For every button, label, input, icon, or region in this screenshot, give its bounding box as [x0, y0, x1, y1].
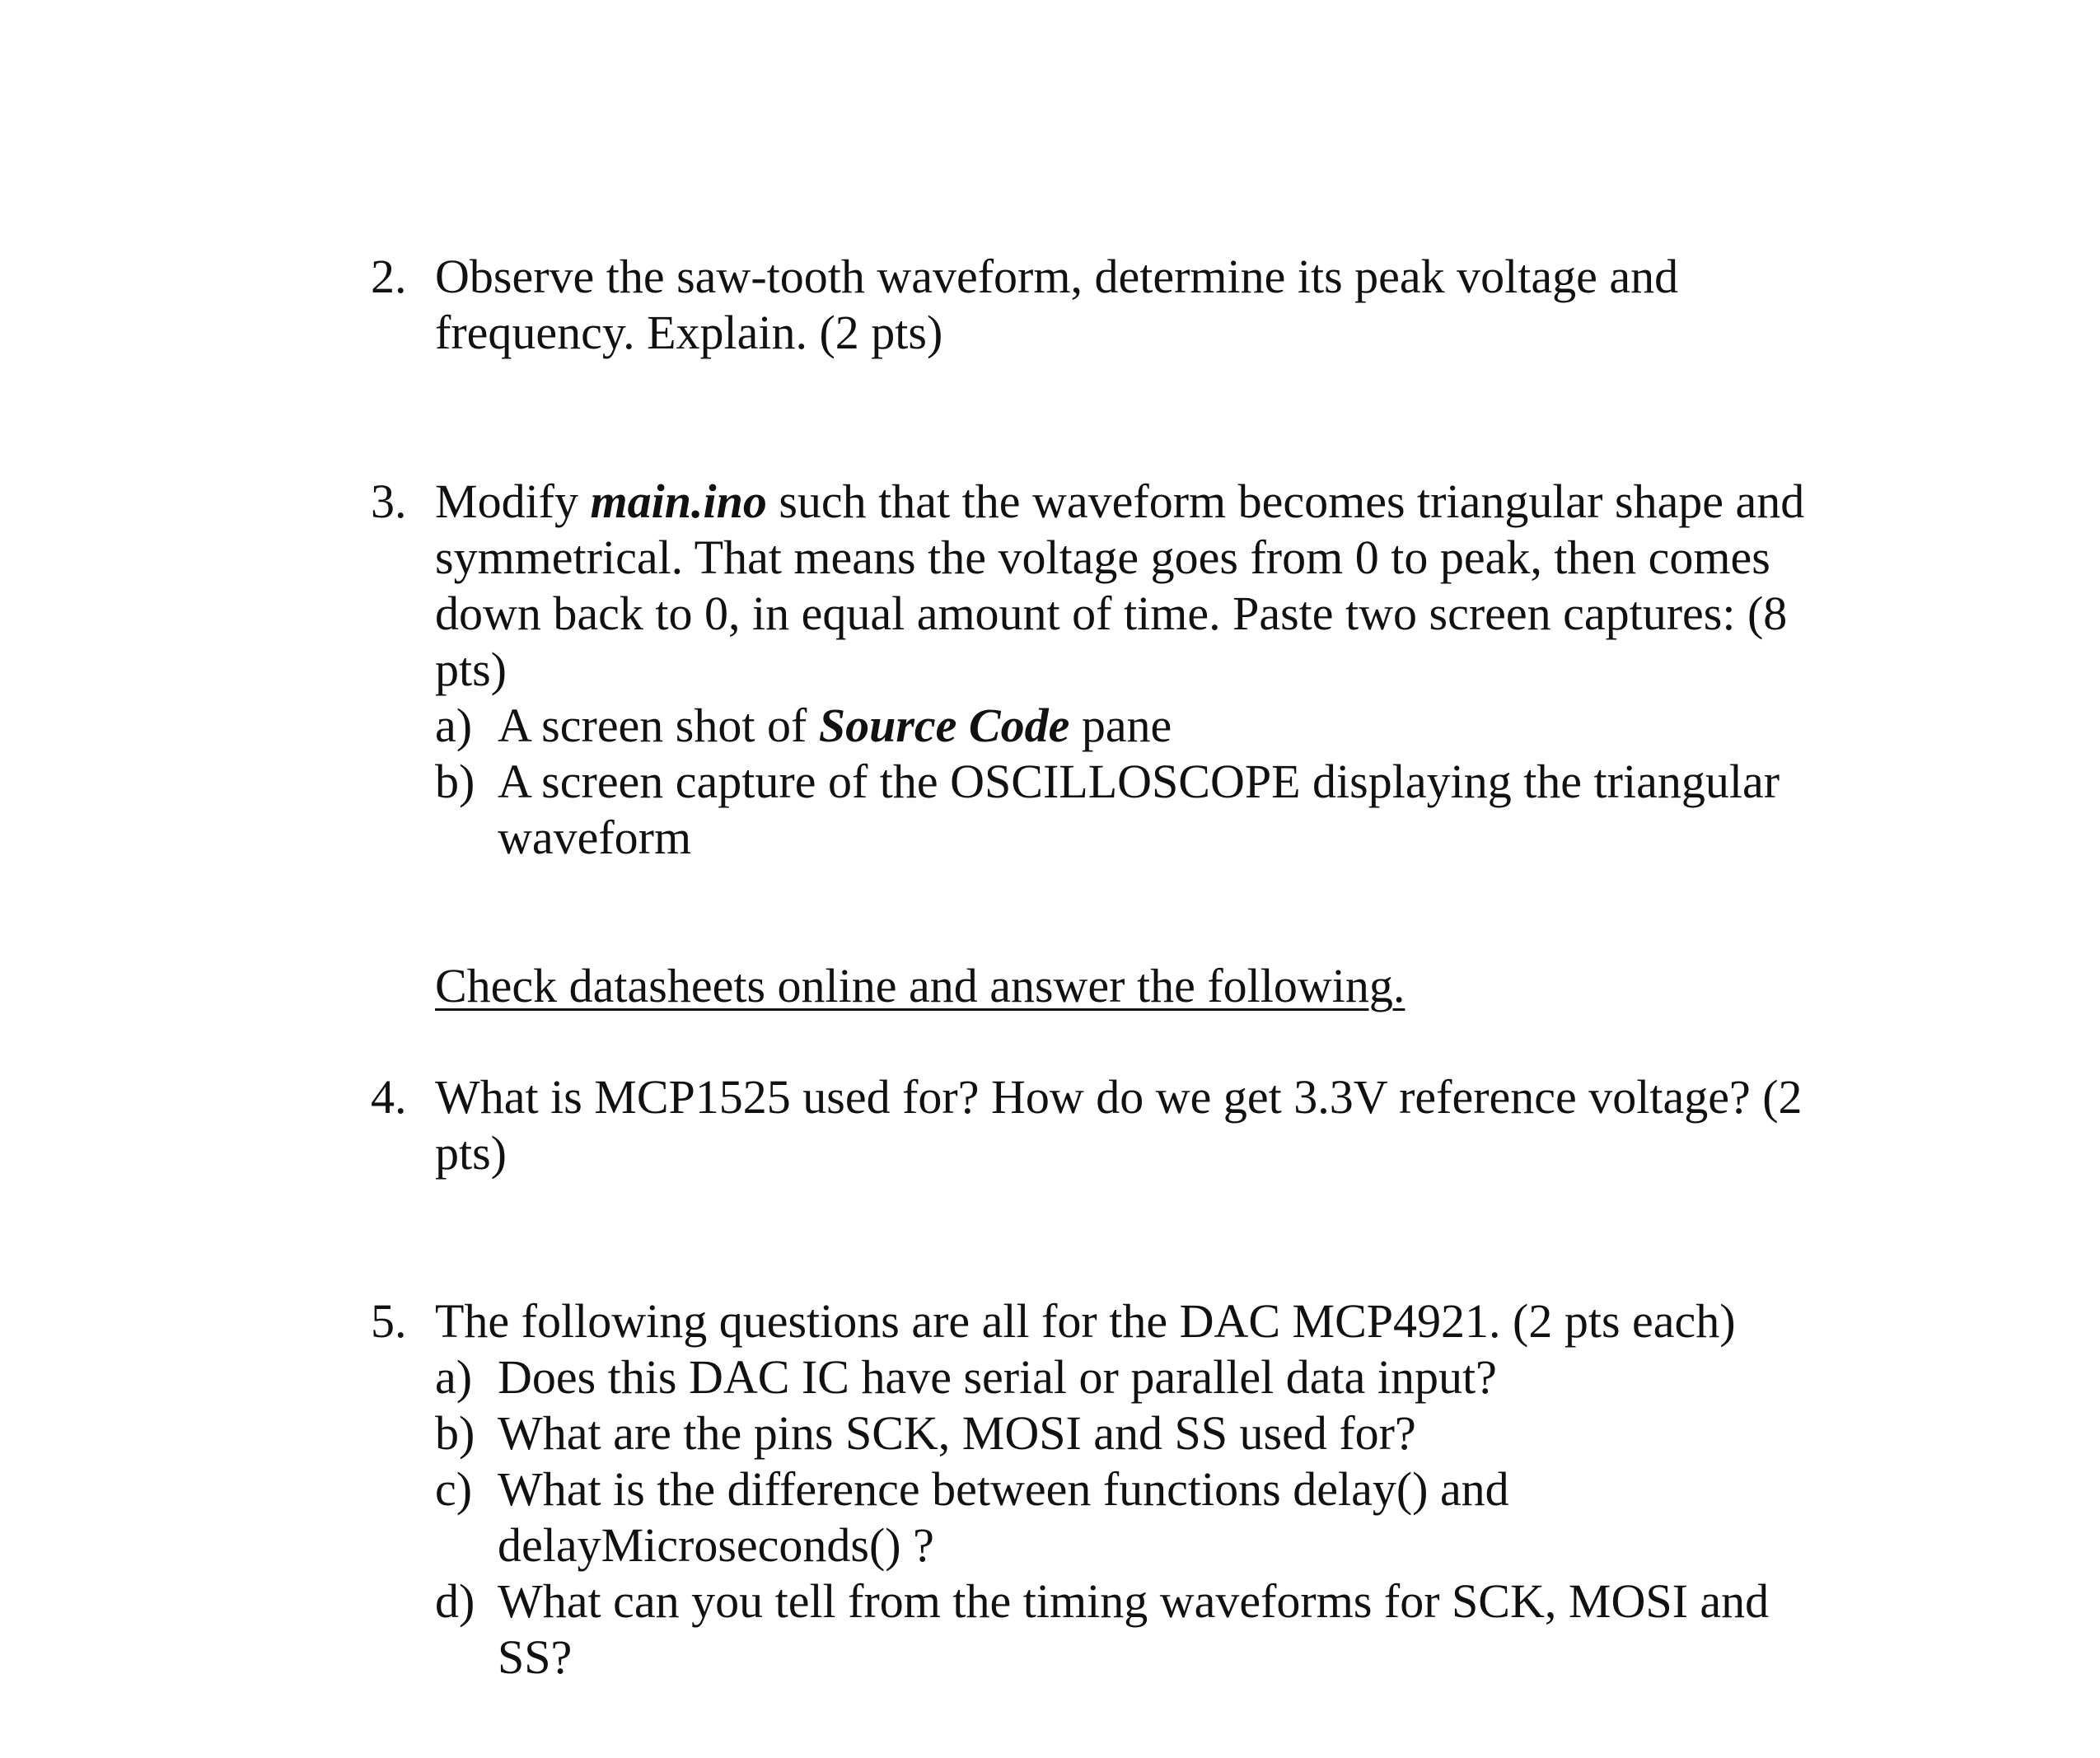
sub-question-c	[435, 1461, 1837, 1573]
section-heading: Check datasheets online and answer the following.	[435, 959, 1405, 1012]
question-text: such that the waveform becomes triangular shape and	[766, 475, 1805, 528]
file-name: main.ino	[590, 475, 767, 528]
sub-question-text-line: A screen capture of the OSCILLOSCOPE displaying the triangular	[498, 755, 1780, 808]
question-4	[371, 1069, 1837, 1181]
sub-question-letter: c)	[435, 1462, 473, 1516]
sub-question-text-line: SS?	[498, 1630, 573, 1684]
question-text: Modify	[435, 475, 591, 528]
sub-question-a	[435, 1349, 1837, 1405]
sub-question-a	[435, 698, 1837, 754]
sub-question-text-part: pane	[1069, 699, 1172, 752]
question-number: 2.	[371, 250, 407, 303]
question-text-line: The following questions are all for the DAC MCP4921. (2 pts each)	[435, 1294, 1736, 1348]
question-text-line: frequency. Explain. (2 pts)	[435, 306, 943, 359]
sub-question-text-line: delayMicroseconds() ?	[498, 1518, 934, 1572]
question-number: 5.	[371, 1294, 407, 1348]
sub-question-text-line: What is the difference between functions delay() and	[498, 1462, 1509, 1516]
source-code-emphasis: Source Code	[818, 699, 1070, 752]
question-text-line	[435, 474, 1837, 530]
question-number: 3.	[371, 475, 407, 528]
question-text-line: What is MCP1525 used for? How do we get 3.3V reference voltage? (2	[435, 1070, 1803, 1124]
sub-question-b	[435, 754, 1837, 866]
question-3	[371, 474, 1837, 866]
sub-question-letter: a)	[435, 1350, 473, 1404]
question-5	[371, 1293, 1837, 1686]
question-text-line: pts)	[435, 1126, 507, 1180]
sub-question-letter: b)	[435, 1406, 475, 1460]
question-text-line: down back to 0, in equal amount of time. Paste two screen captures: (8	[435, 587, 1788, 640]
question-text-line: pts)	[435, 643, 507, 696]
sub-question-text-line: What are the pins SCK, MOSI and SS used for?	[498, 1406, 1416, 1460]
sub-question-letter: b)	[435, 755, 475, 808]
sub-question-letter: d)	[435, 1574, 475, 1628]
question-number: 4.	[371, 1070, 407, 1124]
sub-question-text-line: waveform	[498, 811, 692, 864]
question-text-line: symmetrical. That means the voltage goes from 0 to peak, then comes	[435, 531, 1770, 584]
sub-question-letter: a)	[435, 699, 473, 752]
question-2	[371, 249, 1837, 361]
sub-question-text	[498, 698, 1837, 754]
sub-question-text-line: What can you tell from the timing waveforms for SCK, MOSI and	[498, 1574, 1770, 1628]
sub-question-text-part: A screen shot of	[498, 699, 819, 752]
sub-question-text-line: Does this DAC IC have serial or parallel data input?	[498, 1350, 1497, 1404]
sub-question-b	[435, 1405, 1837, 1461]
question-text-line: Observe the saw-tooth waveform, determine its peak voltage and	[435, 250, 1679, 303]
sub-question-d	[435, 1573, 1837, 1686]
